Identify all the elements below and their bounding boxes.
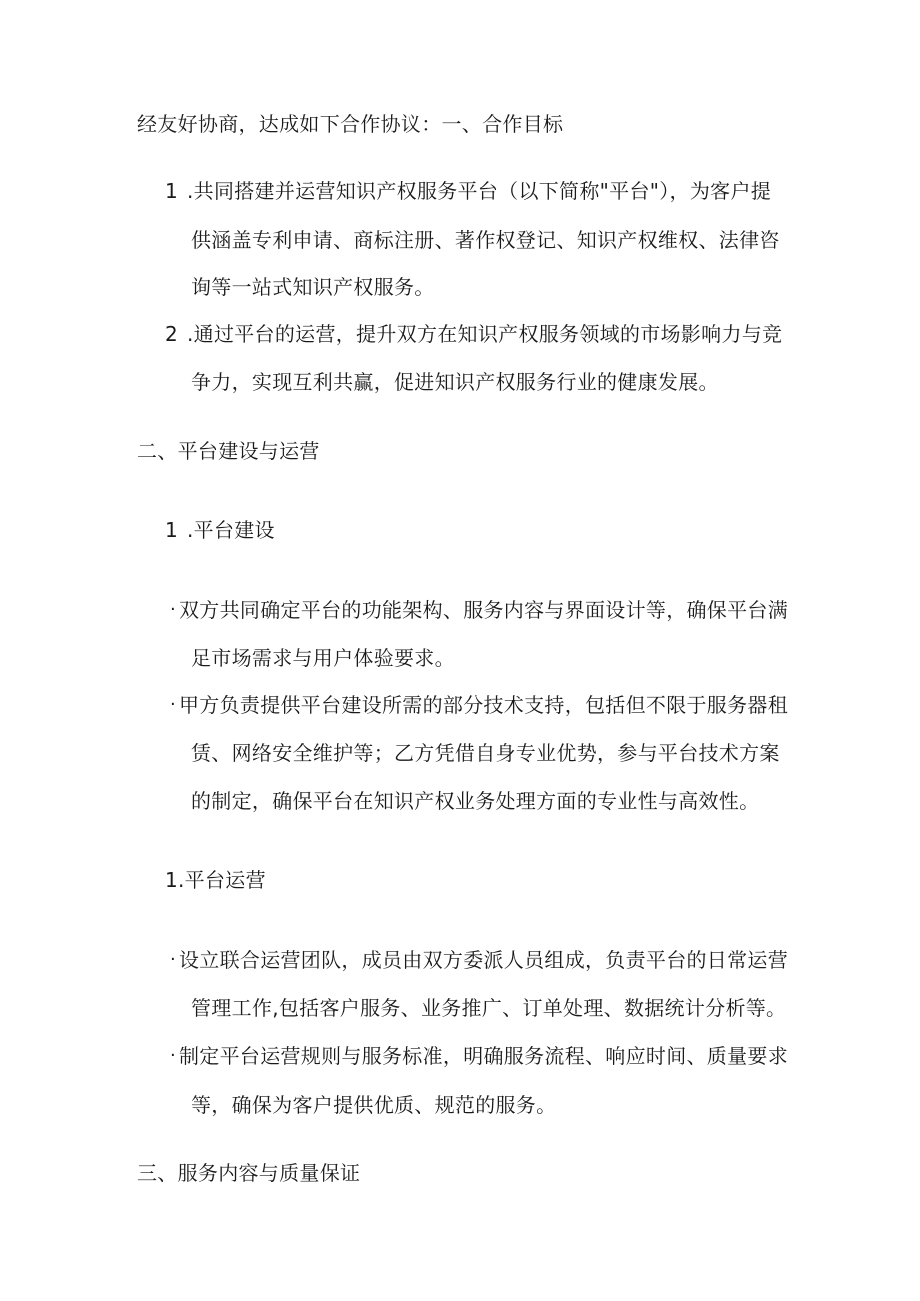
sub-1-label: .平台建设 <box>187 518 275 542</box>
sub-1-bullet-1-line-2: 足市场需求与用户体验要求。 <box>191 646 455 670</box>
sub-1-bullet-2-line-2: 赁、网络安全维护等；乙方凭借自身专业优势，参与平台技术方案 <box>191 741 780 765</box>
goal-2-line-1: .通过平台的运营，提升双方在知识产权服务领域的市场影响力与竞 <box>187 322 783 346</box>
sub-1-bullet-1-line-1: 双方共同确定平台的功能架构、服务内容与界面设计等，确保平台满 <box>179 598 788 622</box>
sub-1-bullet-2-line-1: 甲方负责提供平台建设所需的部分技术支持，包括但不限于服务器租 <box>179 693 788 717</box>
sub-2-label: 1.平台运营 <box>165 868 266 892</box>
sub-1-number: 1 <box>165 518 178 542</box>
goal-1-number: 1 <box>165 179 178 203</box>
bullet-marker: · <box>170 949 176 970</box>
goal-1-line-1: .共同搭建并运营知识产权服务平台（以下简称"平台"），为客户提 <box>187 179 772 203</box>
goal-2-number: 2 <box>165 322 178 346</box>
bullet-marker: · <box>170 1045 176 1066</box>
bullet-marker: · <box>170 599 176 620</box>
goal-2-line-2: 争力，实现互利共赢，促进知识产权服务行业的健康发展。 <box>191 370 719 394</box>
sub-2-bullet-1-line-1: 设立联合运营团队，成员由双方委派人员组成，负责平台的日常运营 <box>179 948 788 972</box>
intro-line: 经友好协商，达成如下合作协议：一、合作目标 <box>137 112 564 136</box>
bullet-marker: · <box>170 694 176 715</box>
goal-1-line-2: 供涵盖专利申请、商标注册、著作权登记、知识产权维权、法律咨 <box>191 228 780 252</box>
sub-1-bullet-2-line-3: 的制定，确保平台在知识产权业务处理方面的专业性与高效性。 <box>191 789 760 813</box>
sub-2-bullet-1-line-2: 管理工作,包括客户服务、业务推广、订单处理、数据统计分析等。 <box>191 996 787 1020</box>
goal-1-line-3: 询等一站式知识产权服务。 <box>191 275 435 299</box>
sub-2-bullet-2-line-2: 等，确保为客户提供优质、规范的服务。 <box>191 1093 557 1117</box>
section-3-title: 三、服务内容与质量保证 <box>137 1161 361 1185</box>
section-2-title: 二、平台建设与运营 <box>137 439 320 463</box>
sub-2-bullet-2-line-1: 制定平台运营规则与服务标准，明确服务流程、响应时间、质量要求 <box>179 1044 788 1068</box>
